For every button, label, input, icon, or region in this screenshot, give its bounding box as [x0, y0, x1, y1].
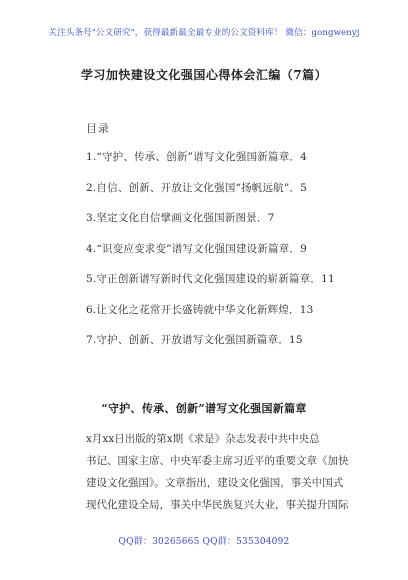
- toc-item-3[interactable]: 3.坚定文化自信擘画文化强国新图景．7: [86, 212, 275, 224]
- toc-item-2[interactable]: 2.自信、创新、开放让文化强国“扬帆远航”．5: [86, 181, 308, 194]
- body-line-2: 书记、国家主席、中央军委主席习近平的重要文章《加快: [86, 455, 349, 467]
- footer-qq-groups: QQ群：30265665 QQ群：535304092: [118, 537, 290, 547]
- toc-item-6[interactable]: 6.让文化之花常开长盛铸就中华文化新辉煌．13: [86, 303, 314, 316]
- header-promo-note: 关注头条号"公文研究"，获得最新最全最专业的公文资料库！ 微信：gongwenyj: [48, 28, 360, 38]
- section-title: “守护、传承、创新”谱写文化强国新篇章: [101, 402, 307, 415]
- body-line-1: x月xx日出版的第x期《求是》杂志发表中共中央总: [86, 433, 320, 445]
- toc-item-5[interactable]: 5.守正创新谱写新时代文化强国建设的崭新篇章．11: [86, 273, 335, 285]
- body-line-3: 建设文化强国》。文章指出，建设文化强国，事关中国式: [86, 477, 344, 489]
- toc-list: [86, 150, 386, 364]
- toc-item-7[interactable]: 7.守护、创新、开放谱写文化强国新篇章．15: [86, 334, 303, 346]
- toc-item-1[interactable]: 1.“守护、传承、创新”谱写文化强国新篇章．4: [86, 151, 308, 163]
- document-title: 学习加快建设文化强国心得体会汇编（7篇）: [80, 68, 328, 82]
- body-line-4: 现代化建设全局，事关中华民族复兴大业，事关提升国际: [86, 499, 349, 511]
- section-body: [86, 428, 374, 516]
- toc-item-4[interactable]: 4.“识变应变求变”谱写文化强国建设新篇章．9: [86, 242, 308, 255]
- toc-heading: 目录: [86, 122, 110, 135]
